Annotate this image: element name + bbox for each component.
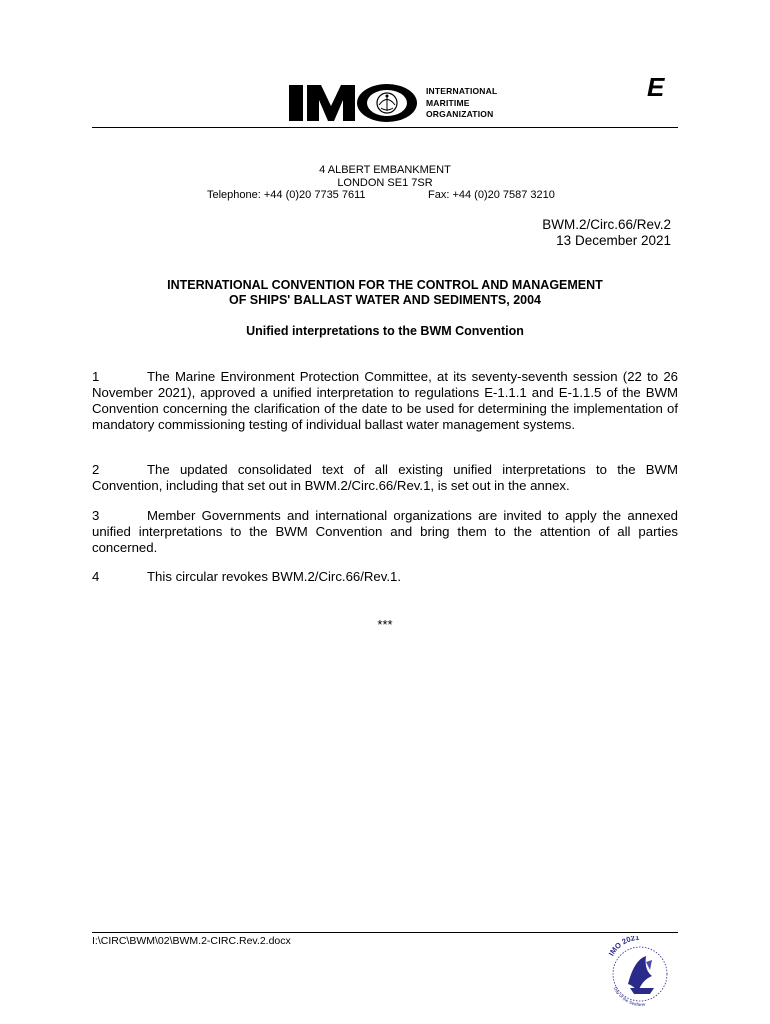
org-name: [426, 86, 497, 121]
org-name-line-1: INTERNATIONAL: [426, 86, 498, 96]
paragraph-text: This circular revokes BWM.2/Circ.66/Rev.1.: [147, 569, 402, 584]
address-block: [0, 164, 770, 190]
end-mark: ***: [377, 617, 393, 632]
language-mark: E: [647, 72, 665, 102]
paragraph-number: 3: [92, 508, 100, 523]
address-street: 4 ALBERT EMBANKMENT: [319, 164, 451, 176]
seal-text-top: IMO 2021: [606, 936, 640, 958]
document-subtitle: Unified interpretations to the BWM Convention: [246, 324, 524, 338]
footer-divider: [92, 932, 678, 933]
file-path: I:\CIRC\BWM\02\BWM.2-CIRC.Rev.2.docx: [92, 935, 291, 947]
paragraph-number: 2: [92, 462, 100, 477]
org-name-line-3: ORGANIZATION: [426, 109, 494, 119]
paragraph-number: 1: [92, 369, 100, 384]
seal-graphic: [600, 936, 680, 1008]
paragraph-text: The updated consolidated text of all existing unified interpretations to the BWM Convention, including that set out in BWM.2/Circ.66/Rev.1, is set out in the annex.: [92, 462, 678, 494]
paragraph-2: [92, 462, 678, 494]
telephone: Telephone: +44 (0)20 7735 7611: [207, 189, 366, 201]
title-line-2: OF SHIPS' BALLAST WATER AND SEDIMENTS, 2004: [228, 293, 542, 307]
paragraph-number: 4: [92, 569, 100, 584]
document-title: [92, 278, 678, 308]
header-divider: [92, 127, 678, 128]
svg-text:IMO 2021: [607, 936, 640, 957]
paragraph-1: [92, 369, 678, 433]
seal-text-bottom: Day of the Seafarer: [612, 986, 646, 1008]
paragraph-4: [92, 569, 678, 585]
paragraph-text: The Marine Environment Protection Committee, at its seventy-seventh session (22 to 26 November 2021), approved a unified interpretation to regulations E-1.1.1 and E-1.1.5 of the BWM Convention concerning the clarification of the date to be used for determining the implementation of mandatory commissioning testing of individual ballast water management systems.: [92, 369, 678, 433]
paragraph-3: [92, 508, 678, 556]
address-city: LONDON SE1 7SR: [337, 177, 433, 189]
document-reference: [542, 217, 671, 249]
fax: Fax: +44 (0)20 7587 3210: [428, 189, 555, 201]
seafarer-seal: [600, 936, 680, 1008]
document-symbol: BWM.2/Circ.66/Rev.2: [542, 217, 671, 232]
document-date: 13 December 2021: [556, 233, 671, 248]
org-name-line-2: MARITIME: [426, 97, 470, 108]
title-line-1: INTERNATIONAL CONVENTION FOR THE CONTROL AND MANAGEMENT: [167, 278, 603, 292]
paragraph-text: Member Governments and international organizations are invited to apply the annexed unified interpretations to the BWM Convention and bring them to the attention of all parties concerned.: [92, 508, 678, 556]
